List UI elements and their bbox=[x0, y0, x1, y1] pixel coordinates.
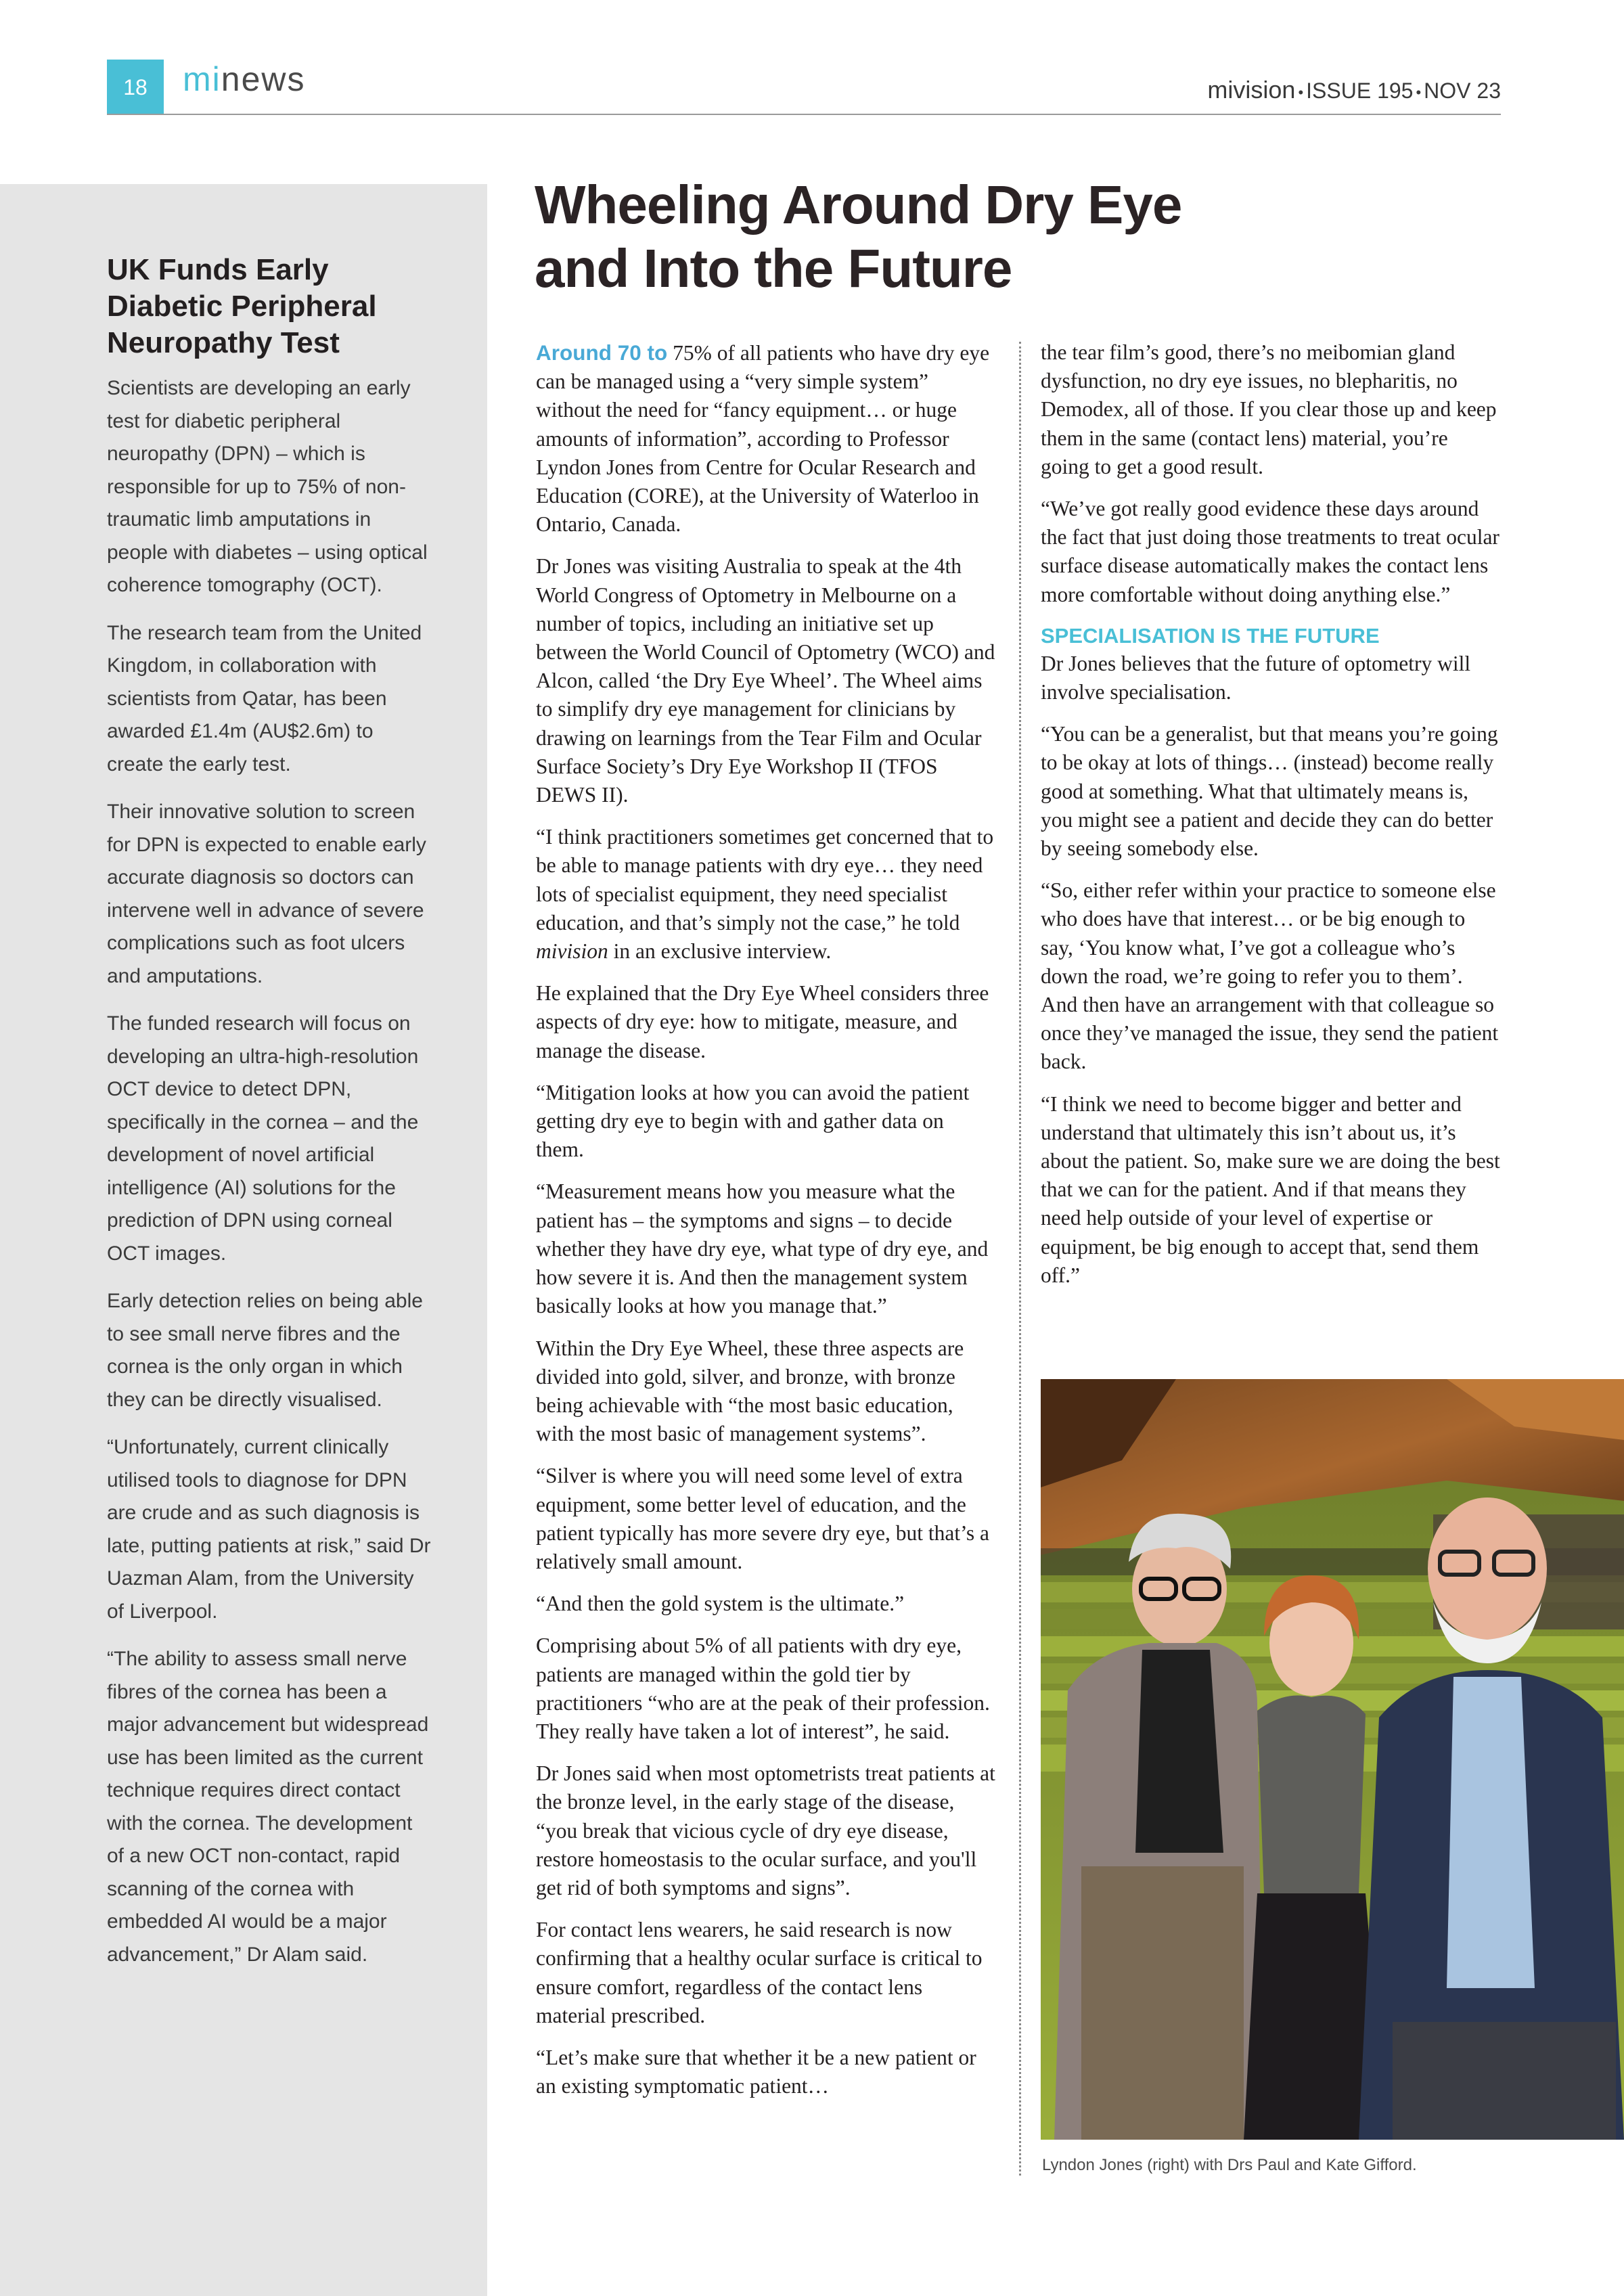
brand-suffix: news bbox=[221, 60, 306, 98]
article-paragraph: the tear film’s good, there’s no meibomian gland dysfunction, no dry eye issues, no blepharitis, no Demodex, all of those. If you clear those up and keep them in the same (contact lens) material, you’re going to get a good result. bbox=[1041, 340, 1497, 478]
sidebar-paragraph: Scientists are developing an early test for diabetic peripheral neuropathy (DPN) – which is responsible for up to 75% of non-traumatic limb amputations in people with diabetes – using optical coherence tomography (OCT). bbox=[107, 377, 428, 596]
article-paragraph: “Let’s make sure that whether it be a new patient or an existing symptomatic patient… bbox=[536, 2045, 976, 2098]
article-paragraph: He explained that the Dry Eye Wheel considers three aspects of dry eye: how to mitigate, measure, and manage the disease. bbox=[536, 981, 989, 1062]
sidebar-paragraph: The funded research will focus on developing an ultra-high-resolution OCT device to detect DPN, specifically in the cornea – and the development of novel artificial intelligence (AI) solutions for the prediction of DPN using corneal OCT images. bbox=[107, 1012, 419, 1265]
article-paragraph bbox=[536, 823, 996, 966]
article-column-1 bbox=[536, 338, 996, 2114]
lead-in: Around 70 to bbox=[536, 340, 668, 365]
section-subhead: SPECIALISATION IS THE FUTURE bbox=[1041, 623, 1380, 648]
paragraph-text: in an exclusive interview. bbox=[608, 939, 832, 964]
sidebar-paragraph: Early detection relies on being able to see small nerve fibres and the cornea is the only organ in which they can be directly visualised. bbox=[107, 1290, 423, 1411]
article-paragraph: Dr Jones believes that the future of optometry will involve specialisation. bbox=[1041, 651, 1471, 704]
article-paragraph: Within the Dry Eye Wheel, these three aspects are divided into gold, silver, and bronze, with bronze being achievable with “the most basic education, with the most basic of management systems”. bbox=[536, 1336, 964, 1446]
section-brand bbox=[183, 62, 306, 96]
issue-info bbox=[1207, 76, 1501, 104]
page-number-box bbox=[107, 60, 164, 115]
magazine-name-italic: mivision bbox=[536, 939, 608, 964]
article-paragraph: Dr Jones was visiting Australia to speak at the 4th World Congress of Optometry in Melbourne on a number of topics, including an initiative set up between the World Council of Optometry (WCO) and Alcon, called ‘the Dry Eye Wheel’. The Wheel aims to simplify dry eye management for clinicians by drawing on learnings from the Tear Film and Ocular Surface Society’s Dry Eye Workshop II (TFOS DEWS II). bbox=[536, 554, 995, 807]
separator-dot: • bbox=[1416, 83, 1422, 101]
paragraph-text: “I think practitioners sometimes get concerned that to be able to manage patients with dry eye… they need lots of specialist equipment, they need specialist education, and that’s simply not the case,” he told bbox=[536, 825, 994, 935]
sidebar-paragraph: “Unfortunately, current clinically utilised tools to diagnose for DPN are crude and as such diagnosis is late, putting patients at risk,” said Dr Uazman Alam, from the University of Liverpool. bbox=[107, 1436, 431, 1623]
sidebar-paragraph: “The ability to assess small nerve fibres of the cornea has been a major advancement but widespread use has been limited as the current technique requires direct contact with the cornea. The development of a new OCT non-contact, rapid scanning of the cornea with embedded AI would be a major advancement,” Dr Alam said. bbox=[107, 1648, 429, 1966]
headline-line: Wheeling Around Dry Eye bbox=[535, 175, 1182, 235]
article-paragraph: “You can be a generalist, but that means you’re going to be okay at lots of things… (instead) become really good at something. What that ultimately means is, you might see a patient and decide they can do better by seeing somebody else. bbox=[1041, 722, 1498, 861]
page-number: 18 bbox=[123, 74, 148, 99]
article-paragraph bbox=[536, 338, 996, 539]
article-paragraph: “And then the gold system is the ultimate.” bbox=[536, 1592, 905, 1616]
magazine-name: mivision bbox=[1207, 76, 1296, 104]
article-paragraph: Comprising about 5% of all patients with dry eye, patients are managed within the gold tier by practitioners “who are at the peak of their profession. They really have taken a lot of interest”, he said. bbox=[536, 1634, 990, 1743]
article-paragraph: “Measurement means how you measure what the patient has – the symptoms and signs – to decide whether they have dry eye, what type of dry eye, and how severe it is. And then the management system basically looks at how you manage that.” bbox=[536, 1179, 989, 1318]
article-paragraph: “So, either refer within your practice to someone else who does have that interest… or be big enough to say, ‘You know what, I’ve got a colleague who’s down the road, we’re going to refer you to them’. And then have an arrangement with that colleague so once they’ve managed the issue, they send the patient back. bbox=[1041, 878, 1499, 1074]
article-paragraph: “We’ve got really good evidence these days around the fact that just doing those treatments to treat ocular surface disease automatically makes the contact lens more comfortable without doing anything else.” bbox=[1041, 497, 1499, 606]
article-paragraph: For contact lens wearers, he said research is now confirming that a healthy ocular surface is critical to ensure comfort, regardless of the contact lens material prescribed. bbox=[536, 1918, 983, 2027]
article-headline bbox=[535, 173, 1495, 300]
lead-paragraph-text: 75% of all patients who have dry eye can be managed using a “very simple system” without the need for “fancy equipment… or huge amounts of information”, according to Professor Lyndon Jones from Centre for Ocular Research and Education (CORE), at the University of Waterloo in Ontario, Canada. bbox=[536, 341, 990, 537]
sidebar-paragraph: The research team from the United Kingdom, in collaboration with scientists from Qatar, has been awarded £1.4m (AU$2.6m) to create the early test. bbox=[107, 621, 422, 775]
article-photo bbox=[1041, 1379, 1624, 2140]
photo-caption: Lyndon Jones (right) with Drs Paul and Kate Gifford. bbox=[1042, 2156, 1417, 2174]
sidebar-paragraph: Their innovative solution to screen for DPN is expected to enable early accurate diagnosis so doctors can intervene well in advance of severe complications such as foot ulcers and amputations. bbox=[107, 801, 426, 987]
sidebar-title: UK Funds Early Diabetic Peripheral Neuropathy Test bbox=[107, 253, 377, 359]
column-divider bbox=[1019, 342, 1021, 2176]
article-column-2 bbox=[1041, 338, 1501, 1303]
brand-prefix: mi bbox=[183, 60, 221, 98]
headline-line: and Into the Future bbox=[535, 238, 1012, 298]
article-paragraph: “Silver is where you will need some level of extra equipment, some better level of education, and the patient typically has more severe dry eye, but that’s a relatively small amount. bbox=[536, 1464, 990, 1573]
article-paragraph: “I think we need to become bigger and better and understand that ultimately this isn’t about us, it’s about the patient. So, make sure we are doing the best that we can for the patient. And if that means they need help outside of your level of expertise or equipment, be big enough to accept that, send them off.” bbox=[1041, 1091, 1500, 1287]
header-divider bbox=[107, 114, 1501, 115]
issue-date: NOV 23 bbox=[1424, 78, 1501, 103]
article-paragraph: “Mitigation looks at how you can avoid the patient getting dry eye to begin with and gather data on them. bbox=[536, 1080, 970, 1162]
sidebar-body bbox=[107, 372, 432, 1986]
photo-illustration bbox=[1041, 1379, 1624, 2140]
article-paragraph: Dr Jones said when most optometrists treat patients at the bronze level, in the early stage of the disease, “you break that vicious cycle of dry eye disease, restore homeostasis to the ocular surface, and you'll get rid of both symptoms and signs”. bbox=[536, 1761, 995, 1899]
separator-dot: • bbox=[1298, 83, 1304, 101]
issue-number: ISSUE 195 bbox=[1306, 78, 1414, 103]
